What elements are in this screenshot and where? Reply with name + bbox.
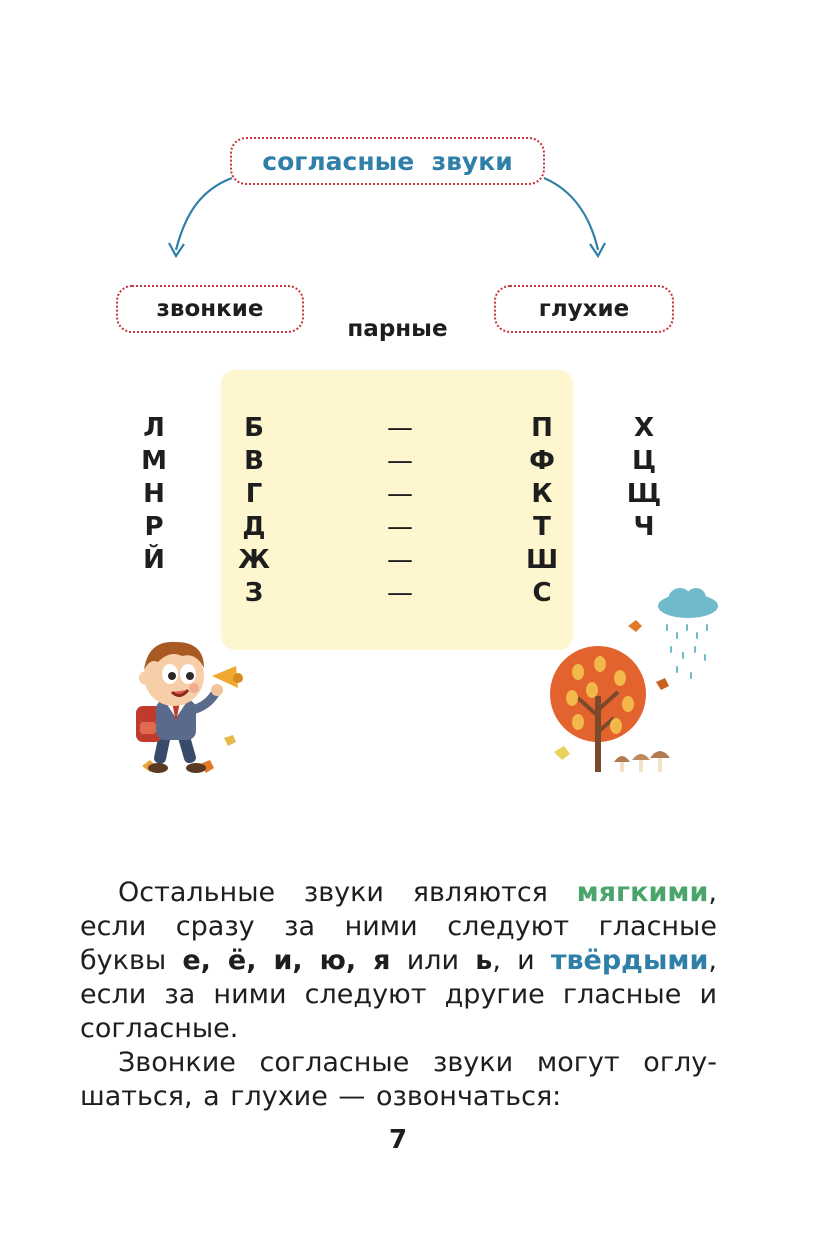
- letter: Г: [245, 479, 263, 509]
- page-number: 7: [388, 1125, 408, 1155]
- paragraph-1: [80, 876, 717, 1046]
- autumn-tree-illustration: [548, 586, 724, 782]
- voiced-text: звонкие: [156, 296, 264, 322]
- letter: Л: [143, 413, 165, 443]
- dash: —: [387, 446, 413, 476]
- letter: Ц: [631, 446, 657, 476]
- letter: Щ: [626, 479, 662, 509]
- letter: М: [141, 446, 167, 476]
- arrow-left: [176, 178, 232, 250]
- voiceless-unpaired-column: [624, 412, 664, 544]
- soft-highlight: мягкими: [576, 877, 709, 908]
- letter: Б: [244, 413, 264, 443]
- text-run: Остальные звуки являются: [118, 877, 577, 908]
- voiceless-label: [494, 285, 674, 333]
- letter: Ф: [529, 446, 555, 476]
- letter: Х: [633, 413, 655, 443]
- letter: Ч: [633, 512, 655, 542]
- pair-dash-column: [380, 412, 420, 610]
- dash: —: [387, 479, 413, 509]
- letter: С: [532, 578, 552, 608]
- letter: Ж: [238, 545, 270, 575]
- text-run: , если сразу за ними следуют гласные буквы: [80, 877, 717, 976]
- dash: —: [387, 413, 413, 443]
- letter: Й: [143, 545, 165, 575]
- boy-with-bell-illustration: [112, 618, 252, 778]
- letter: П: [531, 413, 553, 443]
- text-run: , и: [492, 945, 551, 976]
- voiced-label: [116, 285, 304, 333]
- voiced-paired-column: [234, 412, 274, 610]
- letter: Д: [242, 512, 266, 542]
- vowel-letters: е, ё, и, ю, я: [182, 945, 391, 976]
- letter: Н: [143, 479, 165, 509]
- text-run: или: [390, 945, 476, 976]
- voiceless-text: глухие: [538, 296, 630, 322]
- letter: К: [531, 479, 553, 509]
- arrow-right: [544, 178, 598, 250]
- paired-label: парные: [347, 316, 448, 342]
- letter: Р: [144, 512, 164, 542]
- dash: —: [387, 578, 413, 608]
- voiced-unpaired-column: [134, 412, 174, 577]
- voiceless-paired-column: [522, 412, 562, 610]
- letter: Ш: [525, 545, 559, 575]
- text-run: , если за ними следуют другие гласные и согласные.: [80, 945, 717, 1044]
- letter: В: [244, 446, 264, 476]
- dash: —: [387, 512, 413, 542]
- letter: З: [244, 578, 264, 608]
- diagram-arrows: [0, 0, 826, 300]
- paragraph-2: Звонкие согласные звуки могут оглу-шаться, а глухие — озвончаться:: [80, 1047, 717, 1112]
- dash: —: [387, 545, 413, 575]
- diagram-root-text: согласные звуки: [262, 146, 513, 176]
- body-text: [80, 876, 717, 1114]
- letter: Т: [533, 512, 551, 542]
- hard-highlight: твёрдыми: [550, 945, 709, 976]
- soft-sign: ь: [475, 945, 493, 976]
